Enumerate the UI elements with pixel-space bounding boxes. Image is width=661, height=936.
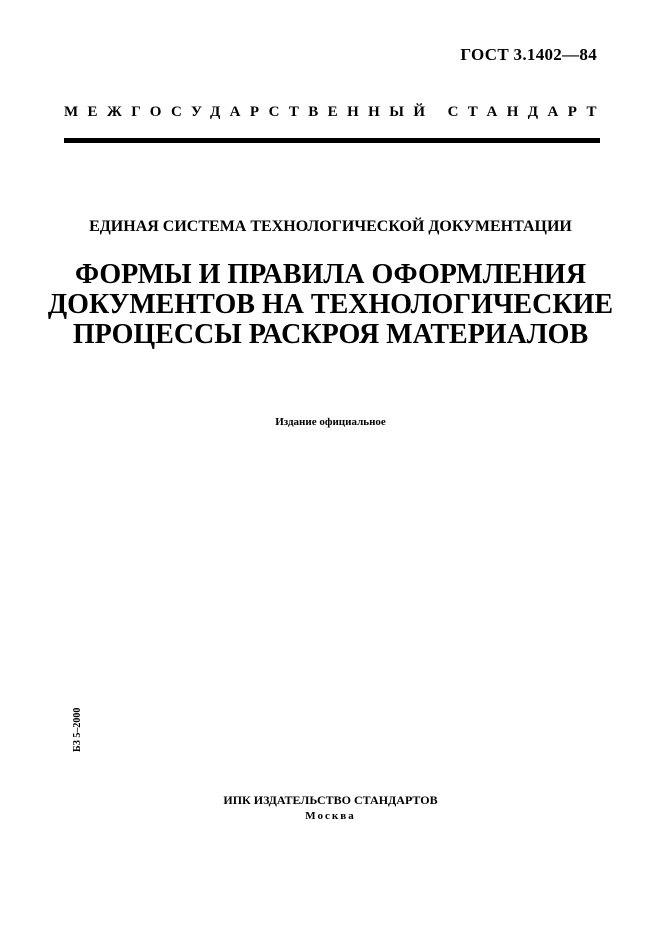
edition-note: Издание официальное xyxy=(275,416,386,428)
side-print-code: БЗ 5–2000 xyxy=(72,707,83,752)
system-name: ЕДИНАЯ СИСТЕМА ТЕХНОЛОГИЧЕСКОЙ ДОКУМЕНТАЦИИ xyxy=(89,218,572,235)
title-line-2: ДОКУМЕНТОВ НА ТЕХНОЛОГИЧЕСКИЕ xyxy=(47,289,614,320)
publisher-name: ИПК ИЗДАТЕЛЬСТВО СТАНДАРТОВ xyxy=(223,793,438,807)
gost-code: ГОСТ 3.1402—84 xyxy=(460,45,597,64)
title-line-1: ФОРМЫ И ПРАВИЛА ОФОРМЛЕНИЯ xyxy=(74,259,587,290)
title-line-3: ПРОЦЕССЫ РАСКРОЯ МАТЕРИАЛОВ xyxy=(72,319,589,350)
publisher-city: Москва xyxy=(305,810,356,822)
document-title xyxy=(0,260,661,350)
header-divider xyxy=(64,138,600,143)
standard-type-heading: МЕЖГОСУДАРСТВЕННЫЙ СТАНДАРТ xyxy=(64,104,606,120)
